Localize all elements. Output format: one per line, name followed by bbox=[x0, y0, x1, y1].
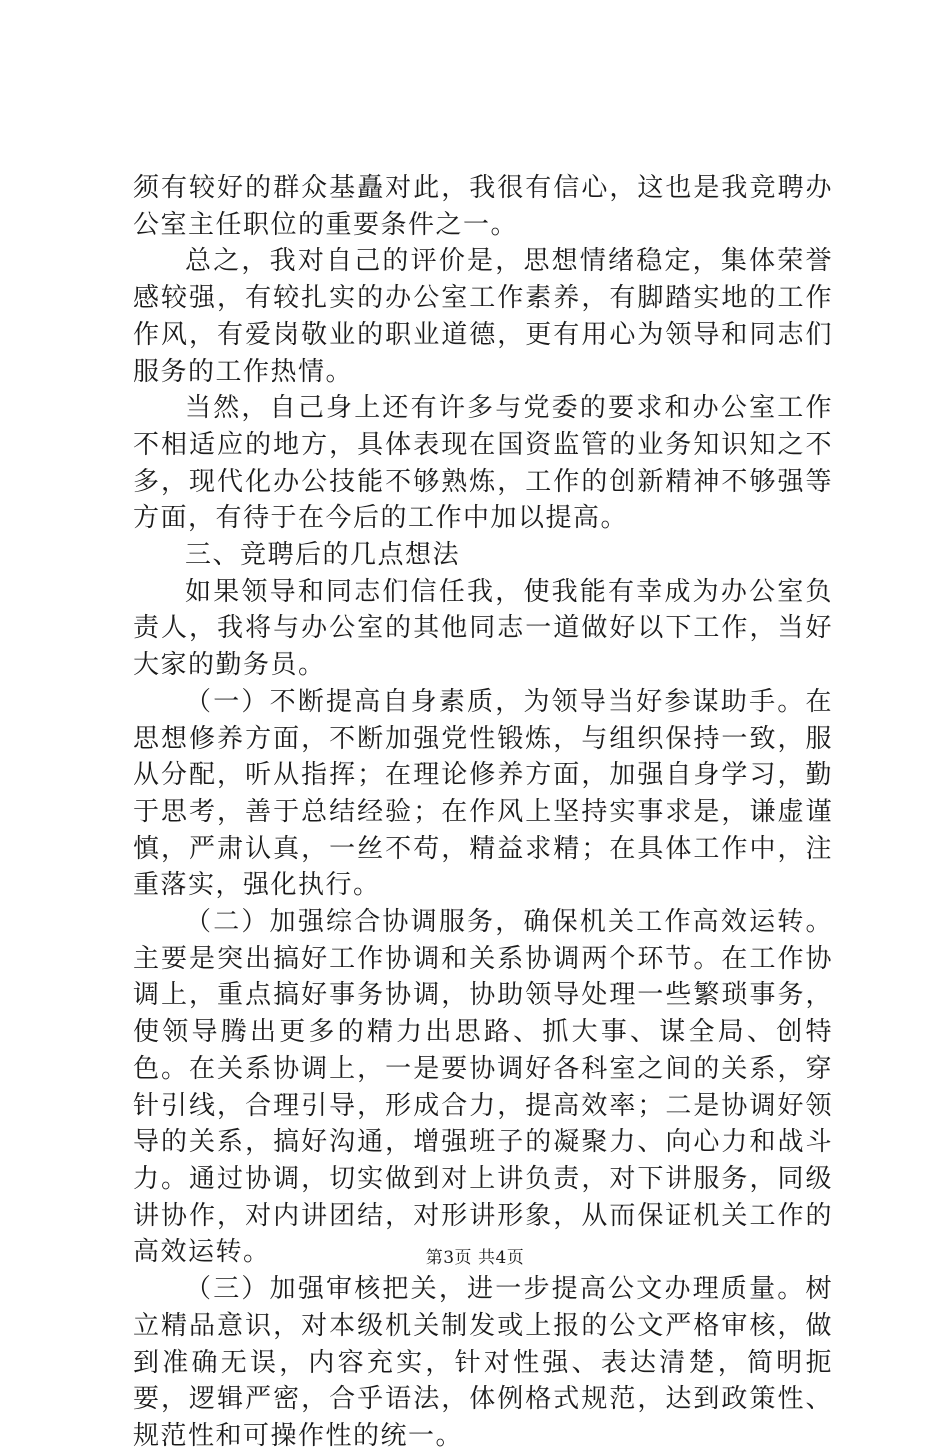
paragraph-intro-plans: 如果领导和同志们信任我，使我能有幸成为办公室负责人，我将与办公室的其他同志一道做好以下工作，当好大家的勤务员。 bbox=[133, 576, 833, 681]
paragraph-self-evaluation: 总之，我对自己的评价是，思想情绪稳定，集体荣誉感较强，有较扎实的办公室工作素养，有脚踏实地的工作作风，有爱岗敬业的职业道德，更有用心为领导和同志们服务的工作热情。 bbox=[133, 246, 833, 387]
page-footer: 第3页 共4页 bbox=[425, 1248, 525, 1268]
paragraph-item-three: （三）加强审核把关，进一步提高公文办理质量。树立精品意识，对本级机关制发或上报的公文严格审核，做到准确无误，内容充实，针对性强、表达清楚，简明扼要，逻辑严密，合乎语法，体例格式规范，达到政策性、规范性和可操作性的统一。 bbox=[133, 1274, 833, 1451]
section-heading: 三、竞聘后的几点想法 bbox=[185, 540, 461, 571]
paragraph-item-two: （二）加强综合协调服务，确保机关工作高效运转。主要是突出搞好工作协调和关系协调两个环节。在工作协调上，重点搞好事务协调，协助领导处理一些繁琐事务，使领导腾出更多的精力出思路、抓大事、谋全局、创特色。在关系协调上，一是要协调好各科室之间的关系，穿针引线，合理引导，形成合力，提高效率；二是协调好领导的关系，搞好沟通，增强班子的凝聚力、向心力和战斗力。通过协调，切实做到对上讲负责，对下讲服务，同级讲协作，对内讲团结，对形讲形象，从而保证机关工作的高效运转。 bbox=[133, 907, 833, 1268]
paragraph-continuation: 须有较好的群众基矗对此，我很有信心，这也是我竞聘办公室主任职位的重要条件之一。 bbox=[133, 173, 833, 240]
paragraph-item-one: （一）不断提高自身素质，为领导当好参谋助手。在思想修养方面，不断加强党性锻炼，与组织保持一致，服从分配，听从指挥；在理论修养方面，加强自身学习，勤于思考，善于总结经验；在作风上坚持实事求是，谦虚谨慎，严肃认真，一丝不苟，精益求精；在具体工作中，注重落实，强化执行。 bbox=[133, 686, 833, 901]
paragraph-shortcomings: 当然，自己身上还有许多与党委的要求和办公室工作不相适应的地方，具体表现在国资监管的业务知识知之不多，现代化办公技能不够熟炼，工作的创新精神不够强等方面，有待于在今后的工作中加以提高。 bbox=[133, 393, 833, 534]
